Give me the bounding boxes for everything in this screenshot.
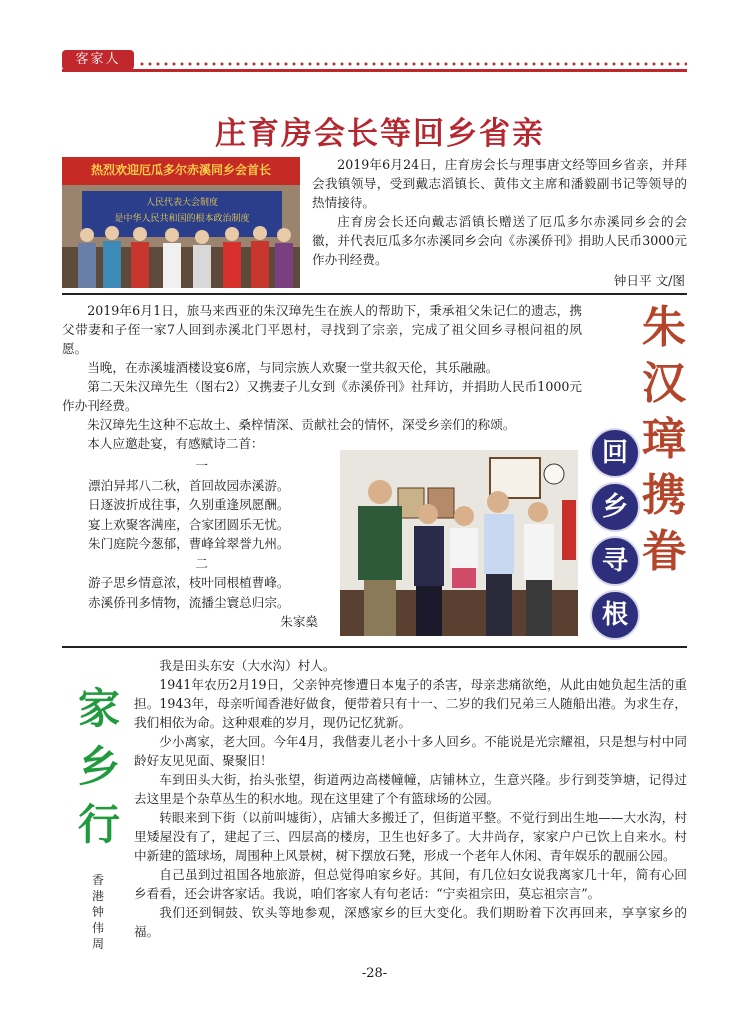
article3-paragraph: 1941年农历2月19日，父亲钟亮惨遭日本鬼子的杀害，母亲悲痛欲绝，从此由她负起生活的重担。1943年，母亲听闻香港好做食，便带着只有十一、二岁的我们兄弟三人随船出港。为求生存，我们相依为命。这种艰难的岁月，现仍记忆犹新。	[134, 677, 687, 730]
article2-title-char: 眷	[642, 526, 686, 577]
author-char: 钟	[91, 905, 104, 919]
article2-title-char: 汉	[642, 358, 686, 409]
article1-title: 庄育房会长等回乡省亲	[215, 116, 545, 152]
article2-paragraph: 本人应邀赴宴，有感赋诗二首：	[87, 436, 264, 451]
poem-line: 漂泊异邦八二秋，首回故园赤溪游。	[88, 477, 290, 493]
family-photo-illustration	[340, 450, 578, 636]
section-tag: 客家人	[62, 50, 134, 70]
article3-title-char: 行	[77, 800, 120, 849]
article3-vertical-title	[72, 680, 126, 854]
author-char: 港	[91, 889, 104, 903]
article3-body	[134, 656, 687, 941]
article3-title-char: 家	[77, 684, 120, 733]
article1-paragraph: 庄育房会长还向戴志滔镇长赠送了厄瓜多尔赤溪同乡会的会徽，并代表厄瓜多尔赤溪同乡会向《赤溪侨刊》捐助人民币3000元作办刊经费。	[312, 214, 687, 267]
poem-line: 日逐波折成往事，久别重逢夙愿酬。	[88, 497, 290, 512]
article3-paragraph: 少小离家，老大回。今年4月，我偕妻儿老小十多人回乡。不能说是光宗耀祖，只是想与村中同龄好友见见面、聚聚旧！	[134, 734, 687, 768]
photo-banner-text: 热烈欢迎厄瓜多尔赤溪同乡会首长	[62, 159, 300, 181]
article3-paragraph: 我们还到铜鼓、钦头等地参观，深感家乡的巨大变化。我们期盼着下次再回来，享享家乡的福。	[134, 905, 687, 939]
page-number: -28-	[361, 966, 388, 981]
subtitle-circle-char: 乡	[590, 482, 640, 532]
article2-vertical-title	[632, 300, 696, 580]
article3-paragraph: 车到田头大街，抬头张望，街道两边高楼幢幢，店铺林立，生意兴隆。步行到茭笋塘，记得过去这里是个杂草丛生的积水地。现在这里建了个有篮球场的公园。	[134, 772, 687, 806]
poem-line: 宴上欢聚客满座，合家团圆乐无忧。	[88, 516, 290, 532]
article3-paragraph: 转眼来到下街（以前叫墟街），店铺大多搬迁了，但街道平整。不觉行到出生地——大水沟，村里矮屋没有了，建起了三、四层高的楼房，卫生也好多了。大井尚存，家家户户已饮上自来水。村中新建的篮球场，周围种上风景树，树下摆放石凳，形成一个老年人休闲、青年娱乐的靓丽公园。	[134, 810, 687, 863]
article1-photo	[62, 157, 300, 288]
poem-line: 游子思乡情意浓，枝叶同根植曹峰。	[88, 575, 290, 590]
article2-paragraph: 2019年6月1日，旅马来西亚的朱汉璋先生在族人的帮助下，秉承祖父朱记仁的遗志，携父带妻和子侄一家7人回到赤溪北门平恩村，寻找到了宗亲，完成了祖父回乡寻根问祖的夙愿。	[62, 303, 582, 356]
article2-title-char: 朱	[642, 302, 686, 353]
article1-body	[312, 155, 687, 269]
article3-paragraph: 自己虽到过祖国各地旅游，但总觉得咱家乡好。其间，有几位妇女说我离家几十年，简有心回乡看看，还会讲客家话。我说，咱们客家人有句老话：“宁卖祖宗田，莫忘祖宗言”。	[134, 867, 687, 901]
poem1-heading: 一	[195, 458, 208, 473]
photo-board-line2: 是中华人民共和国的根本政治制度	[114, 214, 250, 224]
author-char: 周	[91, 937, 104, 951]
subtitle-circle-char: 回	[590, 428, 640, 478]
author-char: 伟	[91, 921, 104, 935]
section-divider	[62, 293, 687, 295]
poem-line: 朱门庭院今葱郁，曹峰耸翠誉九州。	[88, 536, 290, 551]
article3-paragraph: 我是田头东安（大水沟）村人。	[159, 658, 336, 673]
poem-block	[88, 456, 338, 632]
article1-credit: 钟日平 文/图	[613, 273, 685, 288]
header-dotted-line	[138, 62, 687, 66]
article2-title-char: 璋	[642, 414, 686, 465]
subtitle-circle-char: 寻	[590, 536, 640, 586]
article2-paragraph: 第二天朱汉璋先生（图右2）又携妻子儿女到《赤溪侨刊》社拜访，并捐助人民币1000元作办刊经费。	[62, 379, 582, 413]
article2-body	[62, 301, 582, 453]
article2-photo	[340, 450, 578, 636]
photo-board-line1: 人民代表大会制度	[145, 198, 218, 208]
poem-author: 朱家燊	[280, 614, 318, 629]
article2-subtitle-circles	[590, 428, 640, 640]
article2-title-char: 携	[642, 470, 686, 521]
article2-paragraph: 当晚，在赤溪墟酒楼设宴6席，与同宗族人欢聚一堂共叙天伦，其乐融融。	[87, 360, 499, 375]
article1-paragraph: 2019年6月24日，庄育房会长与理事唐文经等回乡省亲，并拜会我镇领导，受到戴志滔镇长、黄伟文主席和潘毅副书记等领导的热情接待。	[312, 157, 687, 210]
section-divider	[62, 646, 687, 648]
header-rule	[62, 69, 687, 72]
subtitle-circle-char: 根	[590, 590, 640, 640]
poem2-heading: 二	[195, 555, 208, 571]
article3-author-vertical	[86, 872, 110, 952]
author-char: 香	[91, 873, 104, 887]
poem-line: 赤溪侨刊多情物，流播尘寰总归宗。	[88, 594, 290, 610]
article3-title-char: 乡	[77, 742, 120, 791]
article2-paragraph: 朱汉璋先生这种不忘故土、桑梓情深、贡献社会的情怀，深受乡亲们的称颂。	[87, 417, 516, 432]
